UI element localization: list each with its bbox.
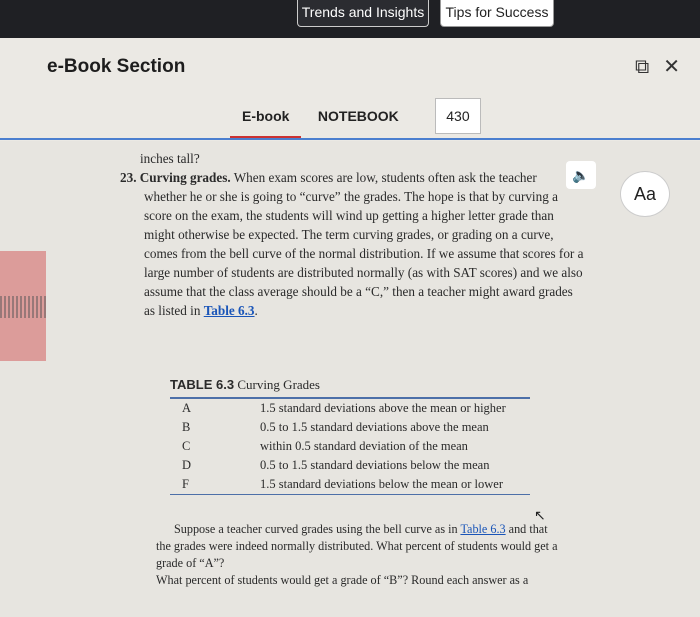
ebook-tabs	[230, 98, 481, 136]
top-bar	[0, 0, 700, 40]
grade-cell: B	[182, 419, 191, 434]
problem-line: might otherwise be expected. The term curving grades, or grading on a curve,	[144, 227, 554, 242]
external-link-icon[interactable]: ⧉	[634, 56, 650, 78]
desc-cell: 1.5 standard deviations above the mean or higher	[260, 400, 506, 415]
table-row	[170, 418, 530, 437]
question-line: the grades were indeed normally distributed. What percent of students would get a	[156, 539, 558, 553]
problem-number: 23.	[120, 170, 137, 185]
problem-text	[120, 149, 600, 320]
header-icons	[621, 54, 680, 79]
question-line	[156, 521, 576, 538]
problem-line: assume that the class average should be a “C,” then a teacher might award grades	[144, 284, 573, 299]
desc-cell: 0.5 to 1.5 standard deviations above the mean	[260, 419, 489, 434]
table-caption: Curving Grades	[237, 377, 320, 392]
tab-notebook[interactable]: NOTEBOOK	[317, 108, 399, 124]
problem-line: comes from the bell curve of the normal distribution. If we assume that scores for a	[144, 246, 584, 261]
question-line: What percent of students would get a grade of “B”? Round each answer as a	[156, 573, 529, 587]
close-icon[interactable]: ✕	[663, 56, 680, 78]
page-number-input[interactable]: 430	[435, 98, 480, 134]
side-handle	[0, 296, 46, 318]
problem-23	[120, 168, 600, 320]
table-title	[170, 377, 530, 393]
problem-line: large number of students are distributed normally (as with SAT scores) and we also	[144, 265, 583, 280]
table-row	[170, 399, 530, 418]
period: .	[254, 303, 258, 318]
question-line: grade of “A”?	[156, 556, 225, 570]
question-part: and that	[508, 522, 548, 536]
speaker-icon[interactable]: 🔈	[566, 161, 596, 189]
grade-cell: A	[182, 400, 192, 415]
table-row	[170, 475, 530, 494]
text-size-button[interactable]: Aa	[620, 171, 670, 217]
section-title: e-Book Section	[47, 56, 186, 77]
desc-cell: 1.5 standard deviations below the mean or lower	[260, 476, 503, 491]
header-divider	[0, 138, 700, 140]
ebook-panel	[0, 38, 700, 617]
tab-tips-for-success[interactable]: Tips for Success	[440, 0, 554, 27]
tab-ebook[interactable]: E-book	[230, 98, 301, 139]
tab-trends-insights[interactable]: Trends and Insights	[297, 0, 429, 27]
desc-cell: 0.5 to 1.5 standard deviations below the mean	[260, 457, 490, 472]
grade-cell: F	[182, 476, 189, 491]
grade-cell: C	[182, 438, 191, 453]
grades-table	[170, 377, 530, 495]
table-link[interactable]: Table 6.3	[203, 303, 255, 318]
mouse-cursor-icon: ↖	[534, 507, 546, 523]
question-text	[156, 521, 576, 589]
table-row	[170, 456, 530, 475]
table-row	[170, 437, 530, 456]
table-link-2[interactable]: Table 6.3	[460, 522, 506, 536]
problem-line: When exam scores are low, students often ask the teacher	[233, 170, 537, 185]
problem-line: score on the exam, the students will wind up getting a higher letter grade than	[144, 208, 554, 223]
problem-line: whether he or she is going to “curve” the grades. The hope is that by curving a	[144, 189, 558, 204]
ebook-content	[0, 141, 700, 617]
table-bottom-rule	[170, 494, 530, 496]
problem-line: as listed in	[144, 303, 201, 318]
desc-cell: within 0.5 standard deviation of the mean	[260, 438, 468, 453]
problem-title: Curving grades.	[139, 170, 231, 185]
grade-cell: D	[182, 457, 192, 472]
prev-line: inches tall?	[140, 151, 200, 166]
table-label: TABLE 6.3	[170, 377, 235, 392]
question-part: Suppose a teacher curved grades using the bell curve as in	[174, 522, 458, 536]
